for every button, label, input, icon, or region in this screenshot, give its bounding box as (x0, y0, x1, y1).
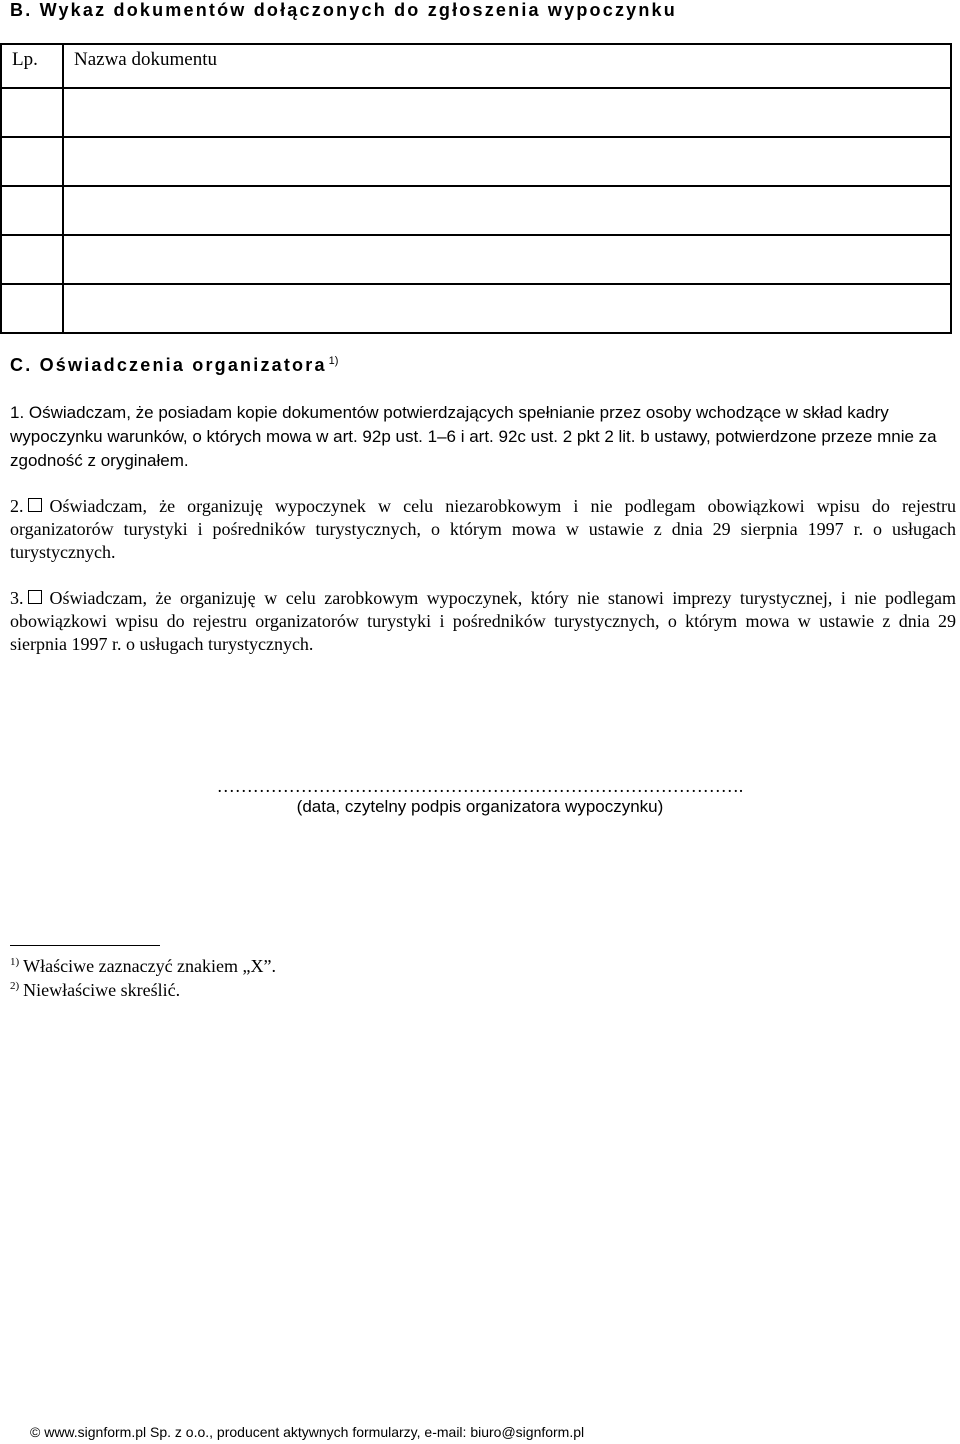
document-name-cell[interactable] (63, 88, 951, 137)
table-row (1, 235, 951, 284)
statement-2 (10, 495, 956, 564)
documents-table (0, 43, 952, 334)
statement-2-number: 2. (10, 496, 24, 516)
column-header-document-name: Nazwa dokumentu (63, 44, 951, 88)
statement-3 (10, 587, 956, 656)
lp-cell[interactable] (1, 88, 63, 137)
footnote-1: $^{1)}$ Właściwe zaznaczyć znakiem „X”. (10, 956, 277, 976)
lp-cell[interactable] (1, 186, 63, 235)
document-name-cell[interactable] (63, 186, 951, 235)
page-footer: © www.signform.pl Sp. z o.o., producent aktywnych formularzy, e-mail: biuro@signform.pl (30, 1424, 585, 1440)
footnote-ref: 1) (328, 355, 339, 367)
statement-3-text: Oświadczam, że organizuję w celu zarobkowym wypoczynek, który nie stanowi imprezy turystycznej, i nie podlegam obowiązkowi wpisu do rejestru organizatorów turystyki i pośredników turystycznych, o którym mowa w ustawie z dnia 29 sierpnia 1997 r. o usługach turystycznych. (10, 588, 956, 654)
document-name-cell[interactable] (63, 235, 951, 284)
statement-3-number: 3. (10, 588, 24, 608)
statement-1: 1. Oświadczam, że posiadam kopie dokumentów potwierdzających spełnianie przez osoby wchodzące w skład kadry wypoczynku warunków, o których mowa w art. 92p ust. 1–6 i art. 92c ust. 2 pkt 2 lit. b ustawy, potwierdzone przeze mnie za zgodność z oryginałem. (10, 403, 937, 470)
statement-2-checkbox[interactable] (28, 498, 42, 512)
footnote-divider (10, 945, 160, 946)
statement-3-checkbox[interactable] (28, 590, 42, 604)
table-row (1, 88, 951, 137)
lp-cell[interactable] (1, 137, 63, 186)
lp-cell[interactable] (1, 284, 63, 333)
section-b-heading: B. Wykaz dokumentów dołączonych do zgłoszenia wypoczynku (10, 0, 677, 20)
footnote-2: $^{2)}$ Niewłaściwe skreślić. (10, 980, 181, 1000)
document-name-cell[interactable] (63, 137, 951, 186)
statement-2-text: Oświadczam, że organizuję wypoczynek w celu niezarobkowym i nie podlegam obowiązkowi wpisu do rejestru organizatorów turystyki i pośredników turystycznych, o którym mowa w ustawie z dnia 29 sierpnia 1997 r. o usługach turystycznych. (10, 496, 956, 562)
signature-line[interactable]: ……………………………………………………………………………. (216, 776, 744, 796)
table-row (1, 137, 951, 186)
signature-caption: (data, czytelny podpis organizatora wypoczynku) (296, 797, 664, 816)
section-c-heading: C. Oświadczenia organizatora $^{1)}$ (10, 355, 339, 375)
table-row (1, 284, 951, 333)
document-name-cell[interactable] (63, 284, 951, 333)
column-header-lp: Lp. (1, 44, 63, 88)
lp-cell[interactable] (1, 235, 63, 284)
table-row (1, 186, 951, 235)
table-header-row (1, 44, 951, 88)
